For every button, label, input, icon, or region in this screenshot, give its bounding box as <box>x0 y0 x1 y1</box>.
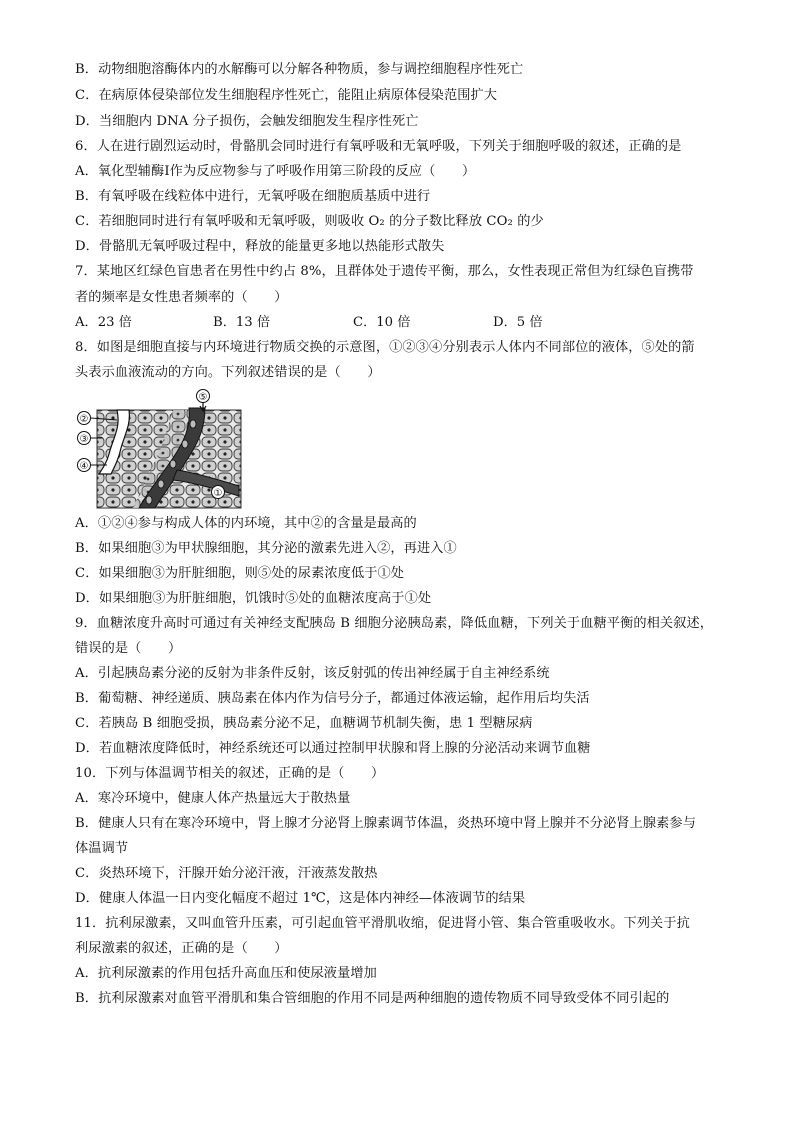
q10-option-a: A．寒冷环境中，健康人体产热量远大于散热量 <box>75 791 351 806</box>
label-3: ③ <box>79 434 89 445</box>
q6-option-a: A．氧化型辅酶Ⅰ作为反应物参与了呼吸作用第三阶段的反应（ ） <box>75 164 476 179</box>
q9-option-c: C．若胰岛 B 细胞受损，胰岛素分泌不足，血糖调节机制失衡，患 1 型糖尿病 <box>75 716 533 731</box>
label-1: ① <box>213 488 223 499</box>
q8-option-d: D．如果细胞③为肝脏细胞，饥饿时⑤处的血糖浓度高于①处 <box>75 591 432 606</box>
q5-option-d: D．当细胞内 DNA 分子损伤，会触发细胞发生程序性死亡 <box>75 114 419 129</box>
q10-option-b-line2: 体温调节 <box>75 841 129 856</box>
label-2: ② <box>79 414 89 425</box>
q9-option-d: D．若血糖浓度降低时，神经系统还可以通过控制甲状腺和肾上腺的分泌活动来调节血糖 <box>75 741 591 756</box>
q8-stem-line2: 头表示血液流动的方向。下列叙述错误的是（ ） <box>75 365 381 380</box>
q8-option-c: C．如果细胞③为肝脏细胞，则⑤处的尿素浓度低于①处 <box>75 566 405 581</box>
q7-option-d: D．5 倍 <box>493 315 543 330</box>
q7-stem-line1: 7．某地区红绿色盲患者在男性中约占 8%，且群体处于遗传平衡，那么，女性表现正常但为红绿色盲携带 <box>75 264 694 279</box>
label-5: ⑤ <box>198 392 208 403</box>
q9-option-a: A．引起胰岛素分泌的反射为非条件反射，该反射弧的传出神经属于自主神经系统 <box>75 666 550 681</box>
q6-stem: 6．人在进行剧烈运动时，骨骼肌会同时进行有氧呼吸和无氧呼吸，下列关于细胞呼吸的叙述，正确的是 <box>75 139 682 154</box>
q6-option-c: C．若细胞同时进行有氧呼吸和无氧呼吸，则吸收 O₂ 的分子数比释放 CO₂ 的少 <box>75 214 544 229</box>
tissue-diagram <box>73 388 243 511</box>
q10-option-d: D．健康人体温一日内变化幅度不超过 1℃，这是体内神经—体液调节的结果 <box>75 891 526 906</box>
q6-option-d: D．骨骼肌无氧呼吸过程中，释放的能量更多地以热能形式散失 <box>75 239 445 254</box>
q7-option-c: C．10 倍 <box>353 315 411 330</box>
q7-stem-line2: 者的频率是女性患者频率的（ ） <box>75 290 288 305</box>
q8-option-a: A．①②④参与构成人体的内环境，其中②的含量是最高的 <box>75 516 417 531</box>
q7-option-b: B．13 倍 <box>213 315 271 330</box>
q8-option-b: B．如果细胞③为甲状腺细胞，其分泌的激素先进入②，再进入① <box>75 541 457 556</box>
q9-stem-line1: 9．血糖浓度升高时可通过有关神经支配胰岛 B 细胞分泌胰岛素，降低血糖，下列关于血糖平衡的相关叙述， <box>75 616 714 631</box>
q5-option-b: B．动物细胞溶酶体内的水解酶可以分解各种物质，参与调控细胞程序性死亡 <box>75 62 524 77</box>
q9-stem-line2: 错误的是（ ） <box>75 641 182 656</box>
label-4: ④ <box>79 461 89 472</box>
q10-stem: 10．下列与体温调节相关的叙述，正确的是（ ） <box>75 766 385 781</box>
q8-stem-line1: 8．如图是细胞直接与内环境进行物质交换的示意图，①②③④分别表示人体内不同部位的液体，⑤处的箭 <box>75 340 695 355</box>
q5-option-c: C．在病原体侵染部位发生细胞程序性死亡，能阻止病原体侵染范围扩大 <box>75 88 498 103</box>
q7-option-a: A．23 倍 <box>75 315 132 330</box>
q11-stem-line1: 11．抗利尿激素，又叫血管升压素，可引起血管平滑肌收缩，促进肾小管、集合管重吸收水。下列关于抗 <box>75 916 690 931</box>
q10-option-b-line1: B．健康人只有在寒冷环境中，肾上腺才分泌肾上腺素调节体温，炎热环境中肾上腺并不分泌肾上腺素参与 <box>75 816 697 831</box>
q6-option-b: B．有氧呼吸在线粒体中进行，无氧呼吸在细胞质基质中进行 <box>75 189 431 204</box>
q11-option-a: A．抗利尿激素的作用包括升高血压和使尿液量增加 <box>75 966 377 981</box>
q10-option-c: C．炎热环境下，汗腺开始分泌汗液，汗液蒸发散热 <box>75 866 378 881</box>
q11-option-b: B．抗利尿激素对血管平滑肌和集合管细胞的作用不同是两种细胞的遗传物质不同导致受体不同引起的 <box>75 991 670 1006</box>
q11-stem-line2: 利尿激素的叙述，正确的是（ ） <box>75 941 288 956</box>
q9-option-b: B．葡萄糖、神经递质、胰岛素在体内作为信号分子，都通过体液运输，起作用后均失活 <box>75 691 590 706</box>
